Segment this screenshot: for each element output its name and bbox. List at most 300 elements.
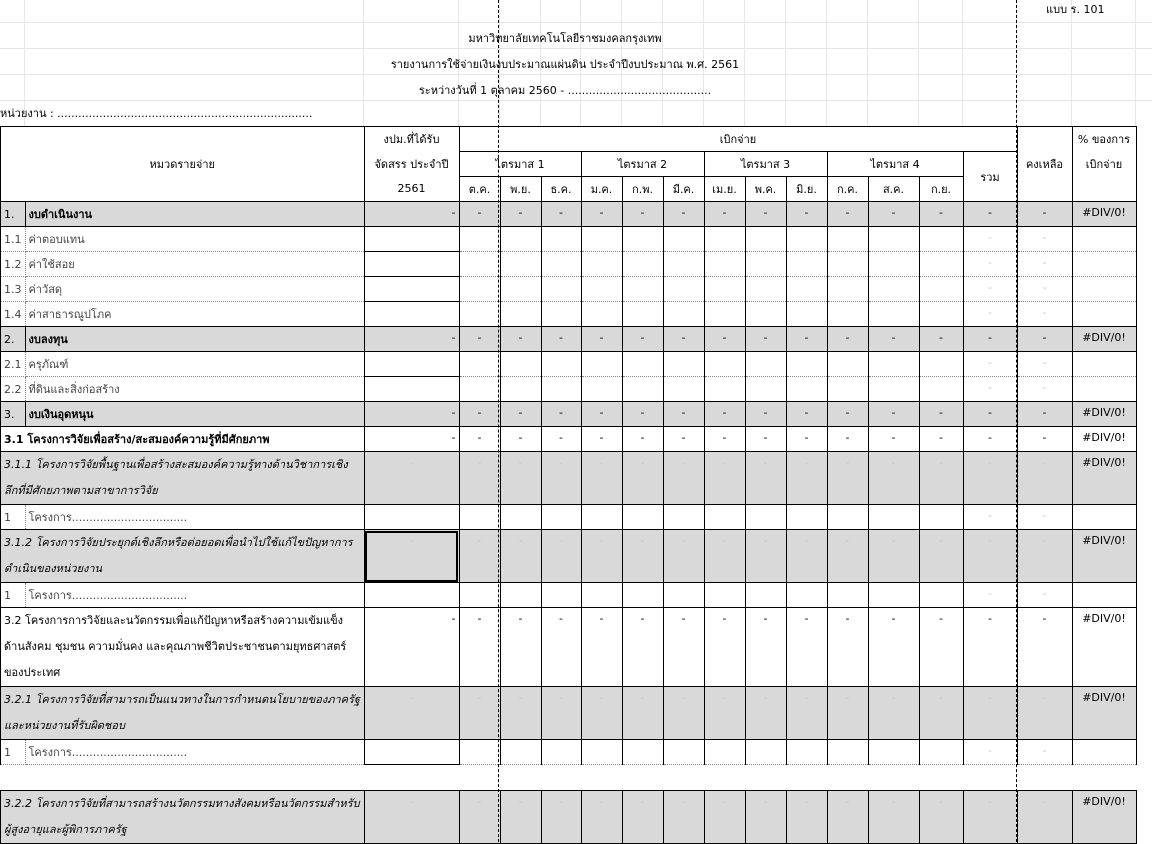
value-cell[interactable]: - bbox=[541, 327, 581, 352]
value-cell[interactable] bbox=[745, 352, 786, 377]
value-cell[interactable]: - bbox=[963, 452, 1017, 505]
value-cell[interactable]: - bbox=[963, 740, 1017, 765]
value-cell[interactable]: - bbox=[459, 202, 500, 227]
value-cell[interactable]: - bbox=[704, 327, 745, 352]
value-cell[interactable]: - bbox=[786, 402, 827, 427]
value-cell[interactable] bbox=[786, 352, 827, 377]
value-cell[interactable] bbox=[786, 505, 827, 530]
value-cell[interactable]: - bbox=[500, 452, 541, 505]
value-cell[interactable] bbox=[459, 227, 500, 252]
value-cell[interactable]: - bbox=[364, 687, 459, 740]
value-cell[interactable]: - bbox=[868, 791, 919, 844]
value-cell[interactable]: - bbox=[786, 452, 827, 505]
value-cell[interactable]: - bbox=[827, 608, 868, 687]
value-cell[interactable] bbox=[663, 583, 704, 608]
value-cell[interactable]: - bbox=[663, 202, 704, 227]
value-cell[interactable] bbox=[786, 583, 827, 608]
value-cell[interactable]: - bbox=[581, 608, 622, 687]
value-cell[interactable]: - bbox=[786, 687, 827, 740]
value-cell[interactable]: - bbox=[663, 452, 704, 505]
value-cell[interactable]: - bbox=[581, 791, 622, 844]
value-cell[interactable]: - bbox=[500, 791, 541, 844]
value-cell[interactable] bbox=[663, 740, 704, 765]
value-cell[interactable]: - bbox=[963, 687, 1017, 740]
value-cell[interactable] bbox=[704, 583, 745, 608]
value-cell[interactable] bbox=[364, 583, 459, 608]
value-cell[interactable] bbox=[581, 583, 622, 608]
value-cell[interactable] bbox=[663, 252, 704, 277]
value-cell[interactable] bbox=[581, 352, 622, 377]
value-cell[interactable] bbox=[581, 252, 622, 277]
value-cell[interactable] bbox=[364, 277, 459, 302]
value-cell[interactable] bbox=[868, 227, 919, 252]
value-cell[interactable]: - bbox=[541, 687, 581, 740]
selected-cell[interactable]: - bbox=[364, 530, 459, 583]
value-cell[interactable] bbox=[919, 377, 963, 402]
value-cell[interactable] bbox=[364, 740, 459, 765]
value-cell[interactable]: - bbox=[919, 791, 963, 844]
value-cell[interactable] bbox=[704, 377, 745, 402]
unit-field[interactable]: หน่วยงาน : ......................................................................... bbox=[0, 107, 313, 120]
value-cell[interactable] bbox=[1072, 740, 1136, 765]
value-cell[interactable] bbox=[919, 740, 963, 765]
value-cell[interactable]: - bbox=[786, 608, 827, 687]
value-cell[interactable]: - bbox=[581, 202, 622, 227]
value-cell[interactable]: - bbox=[827, 427, 868, 452]
value-cell[interactable]: - bbox=[500, 530, 541, 583]
row-label[interactable]: ที่ดินและสิ่งก่อสร้าง bbox=[25, 377, 364, 402]
value-cell[interactable] bbox=[868, 352, 919, 377]
value-cell[interactable]: - bbox=[622, 791, 663, 844]
row-label[interactable]: งบลงทุน bbox=[25, 327, 364, 352]
value-cell[interactable]: - bbox=[1017, 505, 1072, 530]
percent-cell[interactable]: #DIV/0! bbox=[1072, 452, 1136, 505]
value-cell[interactable]: - bbox=[963, 530, 1017, 583]
percent-cell[interactable]: #DIV/0! bbox=[1072, 530, 1136, 583]
percent-cell[interactable]: #DIV/0! bbox=[1072, 427, 1136, 452]
value-cell[interactable]: - bbox=[663, 791, 704, 844]
value-cell[interactable]: - bbox=[581, 327, 622, 352]
row-label[interactable]: 3.1 โครงการวิจัยเพื่อสร้าง/สะสมองค์ความรู้ที่มีศักยภาพ bbox=[1, 427, 365, 452]
value-cell[interactable] bbox=[868, 277, 919, 302]
value-cell[interactable] bbox=[827, 227, 868, 252]
value-cell[interactable]: - bbox=[1017, 530, 1072, 583]
value-cell[interactable]: - bbox=[1017, 302, 1072, 327]
value-cell[interactable]: - bbox=[868, 452, 919, 505]
value-cell[interactable]: - bbox=[963, 277, 1017, 302]
value-cell[interactable]: - bbox=[704, 402, 745, 427]
value-cell[interactable] bbox=[745, 583, 786, 608]
value-cell[interactable] bbox=[500, 252, 541, 277]
value-cell[interactable] bbox=[622, 302, 663, 327]
value-cell[interactable] bbox=[500, 277, 541, 302]
value-cell[interactable]: - bbox=[963, 202, 1017, 227]
value-cell[interactable] bbox=[786, 252, 827, 277]
value-cell[interactable]: - bbox=[622, 687, 663, 740]
value-cell[interactable]: - bbox=[1017, 583, 1072, 608]
value-cell[interactable]: - bbox=[581, 530, 622, 583]
value-cell[interactable] bbox=[581, 740, 622, 765]
value-cell[interactable] bbox=[868, 377, 919, 402]
value-cell[interactable] bbox=[827, 352, 868, 377]
value-cell[interactable] bbox=[364, 302, 459, 327]
value-cell[interactable]: - bbox=[868, 687, 919, 740]
value-cell[interactable] bbox=[663, 505, 704, 530]
value-cell[interactable] bbox=[704, 227, 745, 252]
value-cell[interactable] bbox=[919, 227, 963, 252]
value-cell[interactable]: - bbox=[919, 452, 963, 505]
value-cell[interactable] bbox=[581, 377, 622, 402]
value-cell[interactable] bbox=[827, 277, 868, 302]
value-cell[interactable] bbox=[500, 227, 541, 252]
value-cell[interactable]: - bbox=[1017, 252, 1072, 277]
value-cell[interactable] bbox=[459, 583, 500, 608]
value-cell[interactable]: - bbox=[1017, 277, 1072, 302]
row-label[interactable]: งบเงินอุดหนุน bbox=[25, 402, 364, 427]
row-label[interactable]: โครงการ................................. bbox=[25, 740, 364, 765]
value-cell[interactable]: - bbox=[1017, 740, 1072, 765]
value-cell[interactable] bbox=[745, 227, 786, 252]
value-cell[interactable]: - bbox=[704, 530, 745, 583]
value-cell[interactable] bbox=[1072, 377, 1136, 402]
percent-cell[interactable]: #DIV/0! bbox=[1072, 202, 1136, 227]
value-cell[interactable]: - bbox=[704, 452, 745, 505]
value-cell[interactable]: - bbox=[541, 427, 581, 452]
value-cell[interactable]: - bbox=[364, 452, 459, 505]
value-cell[interactable] bbox=[622, 227, 663, 252]
row-label[interactable]: ค่าใช้สอย bbox=[25, 252, 364, 277]
value-cell[interactable]: - bbox=[963, 252, 1017, 277]
row-label[interactable]: งบดำเนินงาน bbox=[25, 202, 364, 227]
value-cell[interactable]: - bbox=[963, 302, 1017, 327]
percent-cell[interactable]: #DIV/0! bbox=[1072, 687, 1136, 740]
value-cell[interactable]: - bbox=[1017, 687, 1072, 740]
value-cell[interactable]: - bbox=[745, 791, 786, 844]
value-cell[interactable] bbox=[868, 505, 919, 530]
value-cell[interactable]: - bbox=[745, 202, 786, 227]
value-cell[interactable] bbox=[459, 277, 500, 302]
value-cell[interactable] bbox=[581, 505, 622, 530]
value-cell[interactable]: - bbox=[827, 452, 868, 505]
value-cell[interactable]: - bbox=[459, 327, 500, 352]
value-cell[interactable]: - bbox=[745, 427, 786, 452]
value-cell[interactable]: - bbox=[622, 427, 663, 452]
value-cell[interactable] bbox=[622, 277, 663, 302]
value-cell[interactable] bbox=[1072, 227, 1136, 252]
value-cell[interactable] bbox=[704, 277, 745, 302]
value-cell[interactable]: - bbox=[786, 791, 827, 844]
value-cell[interactable] bbox=[500, 505, 541, 530]
value-cell[interactable]: - bbox=[1017, 227, 1072, 252]
value-cell[interactable] bbox=[827, 583, 868, 608]
value-cell[interactable] bbox=[364, 352, 459, 377]
value-cell[interactable]: - bbox=[919, 327, 963, 352]
value-cell[interactable]: - bbox=[827, 791, 868, 844]
value-cell[interactable] bbox=[704, 740, 745, 765]
value-cell[interactable] bbox=[622, 505, 663, 530]
value-cell[interactable]: - bbox=[827, 202, 868, 227]
value-cell[interactable]: - bbox=[963, 505, 1017, 530]
value-cell[interactable]: - bbox=[622, 202, 663, 227]
value-cell[interactable] bbox=[581, 302, 622, 327]
value-cell[interactable] bbox=[745, 302, 786, 327]
value-cell[interactable] bbox=[663, 352, 704, 377]
value-cell[interactable] bbox=[541, 352, 581, 377]
value-cell[interactable] bbox=[868, 252, 919, 277]
value-cell[interactable]: - bbox=[1017, 402, 1072, 427]
value-cell[interactable] bbox=[622, 740, 663, 765]
value-cell[interactable]: - bbox=[663, 327, 704, 352]
value-cell[interactable] bbox=[541, 302, 581, 327]
value-cell[interactable]: - bbox=[919, 402, 963, 427]
row-label[interactable]: 3.2 โครงการการวิจัยและนวัตกรรมเพื่อแก้ปัญหาหรือสร้างความเข้มแข็งด้านสังคม ชุมชน ความมั่นคง และคุณภาพชีวิตประชาชนตามยุทธศาสตร์ของประเทศ bbox=[1, 608, 365, 687]
value-cell[interactable]: - bbox=[1017, 352, 1072, 377]
value-cell[interactable] bbox=[364, 252, 459, 277]
value-cell[interactable] bbox=[1072, 252, 1136, 277]
value-cell[interactable] bbox=[919, 277, 963, 302]
value-cell[interactable] bbox=[459, 505, 500, 530]
value-cell[interactable] bbox=[459, 352, 500, 377]
value-cell[interactable] bbox=[541, 277, 581, 302]
value-cell[interactable]: - bbox=[459, 608, 500, 687]
value-cell[interactable]: - bbox=[1017, 427, 1072, 452]
value-cell[interactable] bbox=[541, 227, 581, 252]
value-cell[interactable]: - bbox=[1017, 608, 1072, 687]
value-cell[interactable]: - bbox=[919, 530, 963, 583]
value-cell[interactable] bbox=[1072, 277, 1136, 302]
value-cell[interactable]: - bbox=[500, 687, 541, 740]
value-cell[interactable]: - bbox=[581, 687, 622, 740]
value-cell[interactable]: - bbox=[868, 608, 919, 687]
percent-cell[interactable]: #DIV/0! bbox=[1072, 608, 1136, 687]
value-cell[interactable]: - bbox=[919, 202, 963, 227]
value-cell[interactable]: - bbox=[364, 202, 459, 227]
value-cell[interactable]: - bbox=[364, 427, 459, 452]
value-cell[interactable]: - bbox=[745, 402, 786, 427]
value-cell[interactable] bbox=[827, 505, 868, 530]
value-cell[interactable] bbox=[827, 302, 868, 327]
value-cell[interactable] bbox=[663, 277, 704, 302]
value-cell[interactable]: - bbox=[541, 452, 581, 505]
value-cell[interactable]: - bbox=[541, 202, 581, 227]
value-cell[interactable] bbox=[581, 277, 622, 302]
row-label[interactable]: 3.2.1 โครงการวิจัยที่สามารถเป็นแนวทางในการกำหนดนโยบายของภาครัฐและหน่วยงานที่รับผิดชอบ bbox=[1, 687, 365, 740]
value-cell[interactable]: - bbox=[786, 202, 827, 227]
value-cell[interactable]: - bbox=[622, 608, 663, 687]
value-cell[interactable] bbox=[704, 302, 745, 327]
value-cell[interactable] bbox=[541, 252, 581, 277]
value-cell[interactable]: - bbox=[1017, 327, 1072, 352]
value-cell[interactable]: - bbox=[581, 402, 622, 427]
value-cell[interactable]: - bbox=[963, 583, 1017, 608]
value-cell[interactable] bbox=[745, 505, 786, 530]
value-cell[interactable] bbox=[541, 740, 581, 765]
value-cell[interactable]: - bbox=[704, 687, 745, 740]
value-cell[interactable] bbox=[500, 352, 541, 377]
value-cell[interactable]: - bbox=[459, 687, 500, 740]
row-label[interactable]: 3.1.2 โครงการวิจัยประยุกต์เชิงลึกหรือต่อยอดเพื่อนำไปใช้แก้ไขปัญหาการดำเนินของหน่วยงาน bbox=[1, 530, 365, 583]
value-cell[interactable]: - bbox=[663, 427, 704, 452]
value-cell[interactable] bbox=[704, 505, 745, 530]
value-cell[interactable] bbox=[663, 377, 704, 402]
row-label[interactable]: 3.2.2 โครงการวิจัยที่สามารถสร้างนวัตกรรมทางสังคมหรือนวัตกรรมสำหรับผู้สูงอายุและผู้พิการภาครัฐ bbox=[1, 791, 365, 844]
value-cell[interactable]: - bbox=[868, 427, 919, 452]
value-cell[interactable]: - bbox=[500, 608, 541, 687]
value-cell[interactable]: - bbox=[581, 427, 622, 452]
value-cell[interactable]: - bbox=[622, 327, 663, 352]
value-cell[interactable]: - bbox=[663, 687, 704, 740]
value-cell[interactable] bbox=[581, 227, 622, 252]
value-cell[interactable]: - bbox=[963, 377, 1017, 402]
value-cell[interactable]: - bbox=[622, 402, 663, 427]
value-cell[interactable] bbox=[1072, 583, 1136, 608]
value-cell[interactable] bbox=[663, 302, 704, 327]
value-cell[interactable]: - bbox=[827, 687, 868, 740]
value-cell[interactable]: - bbox=[704, 427, 745, 452]
value-cell[interactable] bbox=[786, 740, 827, 765]
value-cell[interactable]: - bbox=[786, 327, 827, 352]
value-cell[interactable]: - bbox=[459, 791, 500, 844]
value-cell[interactable] bbox=[745, 377, 786, 402]
value-cell[interactable]: - bbox=[745, 530, 786, 583]
value-cell[interactable]: - bbox=[919, 608, 963, 687]
value-cell[interactable]: - bbox=[963, 402, 1017, 427]
value-cell[interactable]: - bbox=[622, 530, 663, 583]
value-cell[interactable]: - bbox=[663, 608, 704, 687]
value-cell[interactable]: - bbox=[500, 427, 541, 452]
value-cell[interactable]: - bbox=[963, 352, 1017, 377]
value-cell[interactable]: - bbox=[541, 608, 581, 687]
value-cell[interactable] bbox=[919, 252, 963, 277]
value-cell[interactable]: - bbox=[827, 402, 868, 427]
percent-cell[interactable]: #DIV/0! bbox=[1072, 791, 1136, 844]
value-cell[interactable]: - bbox=[1017, 377, 1072, 402]
value-cell[interactable] bbox=[459, 302, 500, 327]
value-cell[interactable]: - bbox=[786, 427, 827, 452]
value-cell[interactable]: - bbox=[963, 327, 1017, 352]
value-cell[interactable] bbox=[868, 583, 919, 608]
value-cell[interactable] bbox=[364, 377, 459, 402]
value-cell[interactable]: - bbox=[663, 530, 704, 583]
value-cell[interactable] bbox=[541, 583, 581, 608]
value-cell[interactable] bbox=[868, 302, 919, 327]
value-cell[interactable]: - bbox=[745, 687, 786, 740]
value-cell[interactable]: - bbox=[500, 327, 541, 352]
value-cell[interactable]: - bbox=[919, 687, 963, 740]
value-cell[interactable]: - bbox=[919, 427, 963, 452]
value-cell[interactable]: - bbox=[622, 452, 663, 505]
value-cell[interactable] bbox=[919, 302, 963, 327]
value-cell[interactable] bbox=[1072, 302, 1136, 327]
value-cell[interactable]: - bbox=[745, 452, 786, 505]
value-cell[interactable] bbox=[622, 583, 663, 608]
value-cell[interactable]: - bbox=[704, 202, 745, 227]
value-cell[interactable]: - bbox=[963, 791, 1017, 844]
value-cell[interactable]: - bbox=[500, 402, 541, 427]
value-cell[interactable]: - bbox=[827, 530, 868, 583]
row-label[interactable]: โครงการ................................. bbox=[25, 583, 364, 608]
value-cell[interactable] bbox=[919, 352, 963, 377]
value-cell[interactable]: - bbox=[364, 327, 459, 352]
value-cell[interactable]: - bbox=[541, 530, 581, 583]
value-cell[interactable] bbox=[500, 302, 541, 327]
value-cell[interactable] bbox=[500, 377, 541, 402]
value-cell[interactable] bbox=[704, 352, 745, 377]
value-cell[interactable] bbox=[622, 352, 663, 377]
value-cell[interactable] bbox=[745, 740, 786, 765]
row-label[interactable]: ค่าสาธารณูปโภค bbox=[25, 302, 364, 327]
value-cell[interactable] bbox=[868, 740, 919, 765]
value-cell[interactable]: - bbox=[1017, 202, 1072, 227]
value-cell[interactable]: - bbox=[459, 530, 500, 583]
value-cell[interactable]: - bbox=[581, 452, 622, 505]
value-cell[interactable] bbox=[459, 377, 500, 402]
value-cell[interactable]: - bbox=[364, 791, 459, 844]
value-cell[interactable]: - bbox=[868, 530, 919, 583]
value-cell[interactable]: - bbox=[963, 427, 1017, 452]
value-cell[interactable]: - bbox=[663, 402, 704, 427]
value-cell[interactable] bbox=[786, 277, 827, 302]
value-cell[interactable]: - bbox=[745, 608, 786, 687]
row-label[interactable]: ค่าตอบแทน bbox=[25, 227, 364, 252]
value-cell[interactable]: - bbox=[704, 608, 745, 687]
value-cell[interactable] bbox=[786, 227, 827, 252]
value-cell[interactable] bbox=[919, 583, 963, 608]
row-label[interactable]: ค่าวัสดุ bbox=[25, 277, 364, 302]
value-cell[interactable]: - bbox=[745, 327, 786, 352]
value-cell[interactable]: - bbox=[868, 327, 919, 352]
value-cell[interactable]: - bbox=[500, 202, 541, 227]
value-cell[interactable] bbox=[704, 252, 745, 277]
value-cell[interactable] bbox=[827, 740, 868, 765]
value-cell[interactable] bbox=[541, 377, 581, 402]
value-cell[interactable] bbox=[827, 377, 868, 402]
value-cell[interactable] bbox=[459, 252, 500, 277]
value-cell[interactable]: - bbox=[541, 402, 581, 427]
value-cell[interactable]: - bbox=[963, 227, 1017, 252]
value-cell[interactable] bbox=[786, 302, 827, 327]
value-cell[interactable] bbox=[364, 227, 459, 252]
percent-cell[interactable]: #DIV/0! bbox=[1072, 327, 1136, 352]
value-cell[interactable]: - bbox=[868, 402, 919, 427]
value-cell[interactable] bbox=[745, 277, 786, 302]
row-label[interactable]: ครุภัณฑ์ bbox=[25, 352, 364, 377]
value-cell[interactable] bbox=[1072, 505, 1136, 530]
value-cell[interactable] bbox=[745, 252, 786, 277]
value-cell[interactable]: - bbox=[364, 608, 459, 687]
value-cell[interactable]: - bbox=[364, 402, 459, 427]
value-cell[interactable]: - bbox=[459, 452, 500, 505]
value-cell[interactable]: - bbox=[541, 791, 581, 844]
value-cell[interactable] bbox=[786, 377, 827, 402]
value-cell[interactable]: - bbox=[827, 327, 868, 352]
value-cell[interactable] bbox=[663, 227, 704, 252]
value-cell[interactable] bbox=[500, 583, 541, 608]
value-cell[interactable] bbox=[827, 252, 868, 277]
value-cell[interactable] bbox=[919, 505, 963, 530]
value-cell[interactable] bbox=[500, 740, 541, 765]
value-cell[interactable] bbox=[1072, 352, 1136, 377]
value-cell[interactable] bbox=[459, 740, 500, 765]
value-cell[interactable] bbox=[622, 252, 663, 277]
value-cell[interactable]: - bbox=[868, 202, 919, 227]
value-cell[interactable]: - bbox=[963, 608, 1017, 687]
value-cell[interactable]: - bbox=[704, 791, 745, 844]
value-cell[interactable]: - bbox=[1017, 452, 1072, 505]
value-cell[interactable]: - bbox=[786, 530, 827, 583]
value-cell[interactable] bbox=[541, 505, 581, 530]
value-cell[interactable] bbox=[364, 505, 459, 530]
